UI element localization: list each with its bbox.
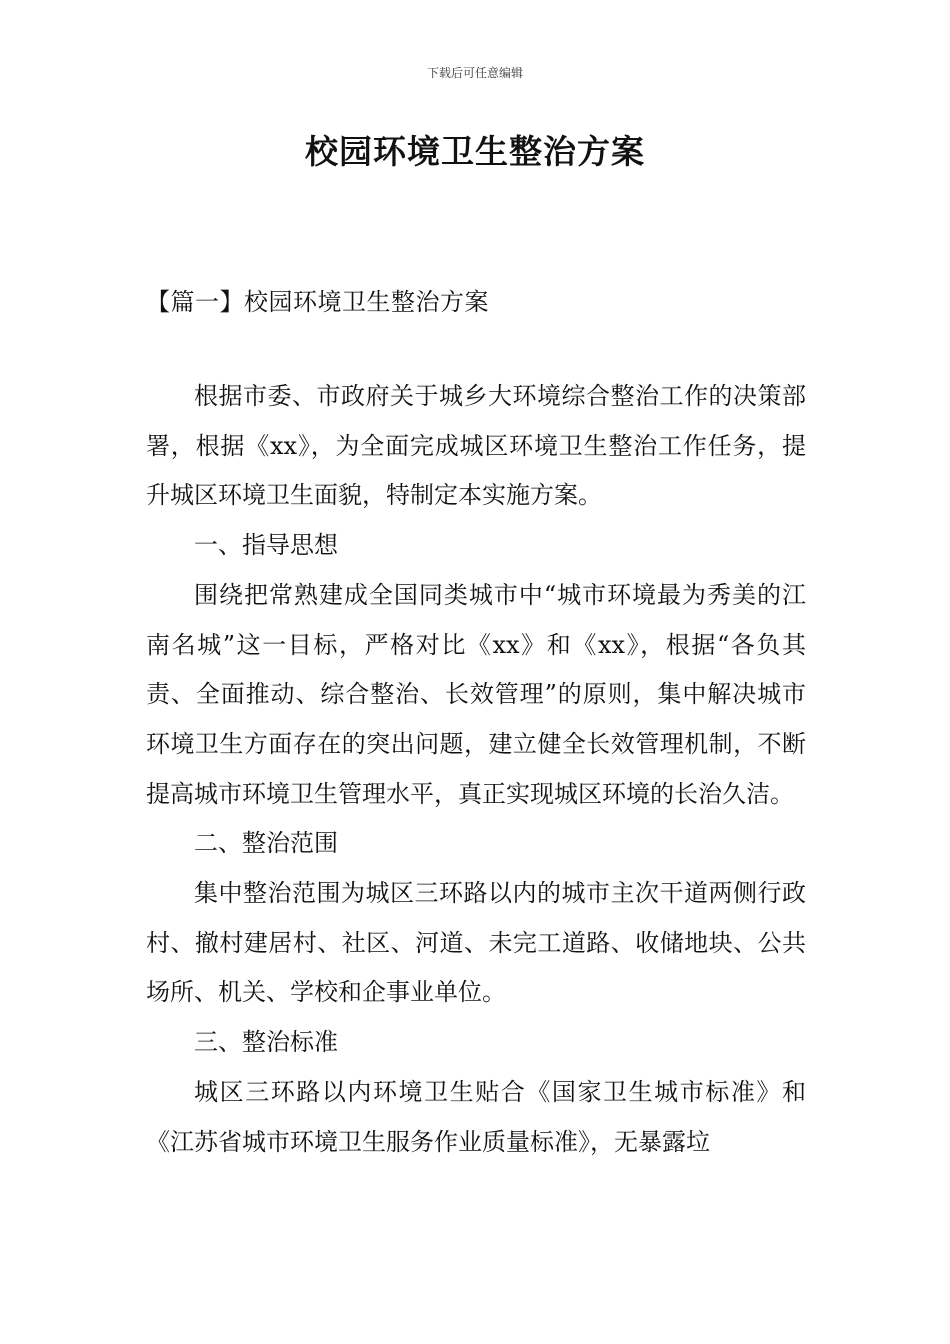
subheading-standards: 三、整治标准 [194,1028,338,1057]
paragraph-guiding-ideology: 围绕把常熟建成全国同类城市中“城市环境最为秀美的江南名城”这一目标，严格对比《xx》和《xx》，根据“各负其责、全面推动、综合整治、长效管理”的原则，集中解决城市环境卫生方面存在的突出问题，建立健全长效管理机制，不断提高城市环境卫生管理水平，真正实现城区环境的长治久洁。 [146,580,806,808]
paragraph-standards: 城区三环路以内环境卫生贴合《国家卫生城市标准》和《江苏省城市环境卫生服务作业质量标准》，无暴露垃 [146,1077,806,1156]
section-heading: 【篇一】校园环境卫生整治方案 [146,288,489,316]
header-note: 下载后可任意编辑 [426,66,523,80]
paragraph-intro: 根据市委、市政府关于城乡大环境综合整治工作的决策部署，根据《xx》，为全面完成城区环境卫生整治工作任务，提升城区环境卫生面貌，特制定本实施方案。 [146,382,806,510]
subheading-scope: 二、整治范围 [194,829,338,858]
document-body [146,372,806,1167]
subheading-guiding-ideology: 一、指导思想 [194,531,338,560]
document-title: 校园环境卫生整治方案 [305,132,645,171]
paragraph-scope: 集中整治范围为城区三环路以内的城市主次干道两侧行政村、撤村建居村、社区、河道、未完工道路、收储地块、公共场所、机关、学校和企事业单位。 [146,879,806,1007]
